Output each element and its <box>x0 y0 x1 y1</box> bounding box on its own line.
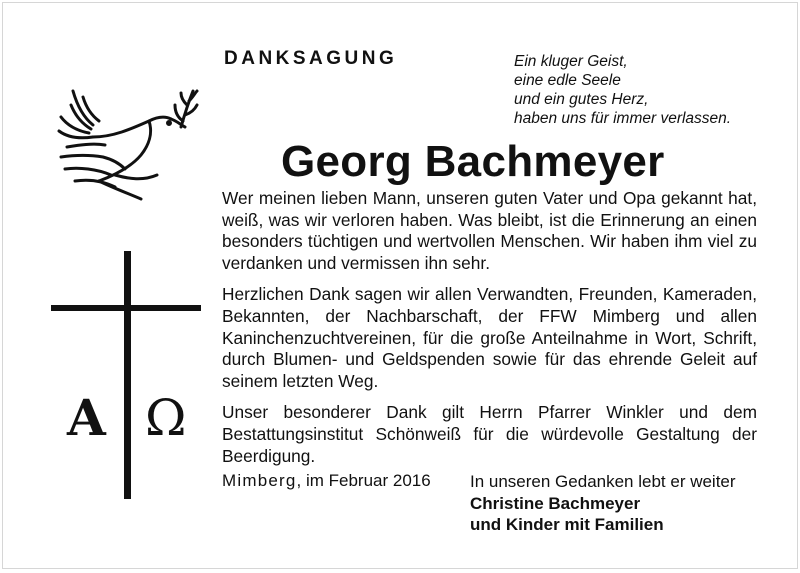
quote-line: haben uns für immer verlassen. <box>514 110 732 127</box>
memorial-quote <box>514 52 731 128</box>
obituary-notice <box>2 2 798 569</box>
body-paragraph: Unser besonderer Dank gilt Herrn Pfarrer Winkler und dem Bestattungsinstitut Schönweiß für die würdevolle Gestaltung der Beerdigung. <box>222 402 757 466</box>
alpha-symbol: A <box>67 388 106 447</box>
notice-heading: DANKSAGUNG <box>224 48 398 69</box>
cross-icon <box>51 251 201 499</box>
quote-line: Ein kluger Geist, <box>514 53 628 70</box>
deceased-name: Georg Bachmeyer <box>281 137 665 186</box>
signoff <box>470 471 736 536</box>
quote-line: und ein gutes Herz, <box>514 91 649 108</box>
body-paragraph: Wer meinen lieben Mann, unseren guten Vater und Opa gekannt hat, weiß, was wir verloren haben. Was bleibt, ist die Erinnerung an einen besonders tüchtigen und wertvollen Menschen. Wir haben ihm viel zu verdanken und vermissen ihn sehr. <box>222 188 757 273</box>
dove-icon <box>53 83 201 203</box>
date-text: , im Februar 2016 <box>296 471 431 490</box>
quote-line: eine edle Seele <box>514 72 621 89</box>
notice-body <box>222 188 757 467</box>
signoff-family: und Kinder mit Familien <box>470 515 664 534</box>
omega-symbol: Ω <box>145 389 187 447</box>
body-paragraph: Herzlichen Dank sagen wir allen Verwandten, Freunden, Kameraden, Bekannten, der Nachbarschaft, der FFW Mimberg und allen Kaninchenzuchtvereinen, für die große Anteilnahme in Wort, Schrift, durch Blumen- und Geldspenden sowie für das ehrende Geleit auf seinem letzten Weg. <box>222 284 757 391</box>
place-date <box>222 471 431 491</box>
place-name: Mimberg <box>222 471 297 490</box>
signoff-intro: In unseren Gedanken lebt er weiter <box>470 472 736 491</box>
signoff-names: Christine Bachmeyer <box>470 493 641 513</box>
